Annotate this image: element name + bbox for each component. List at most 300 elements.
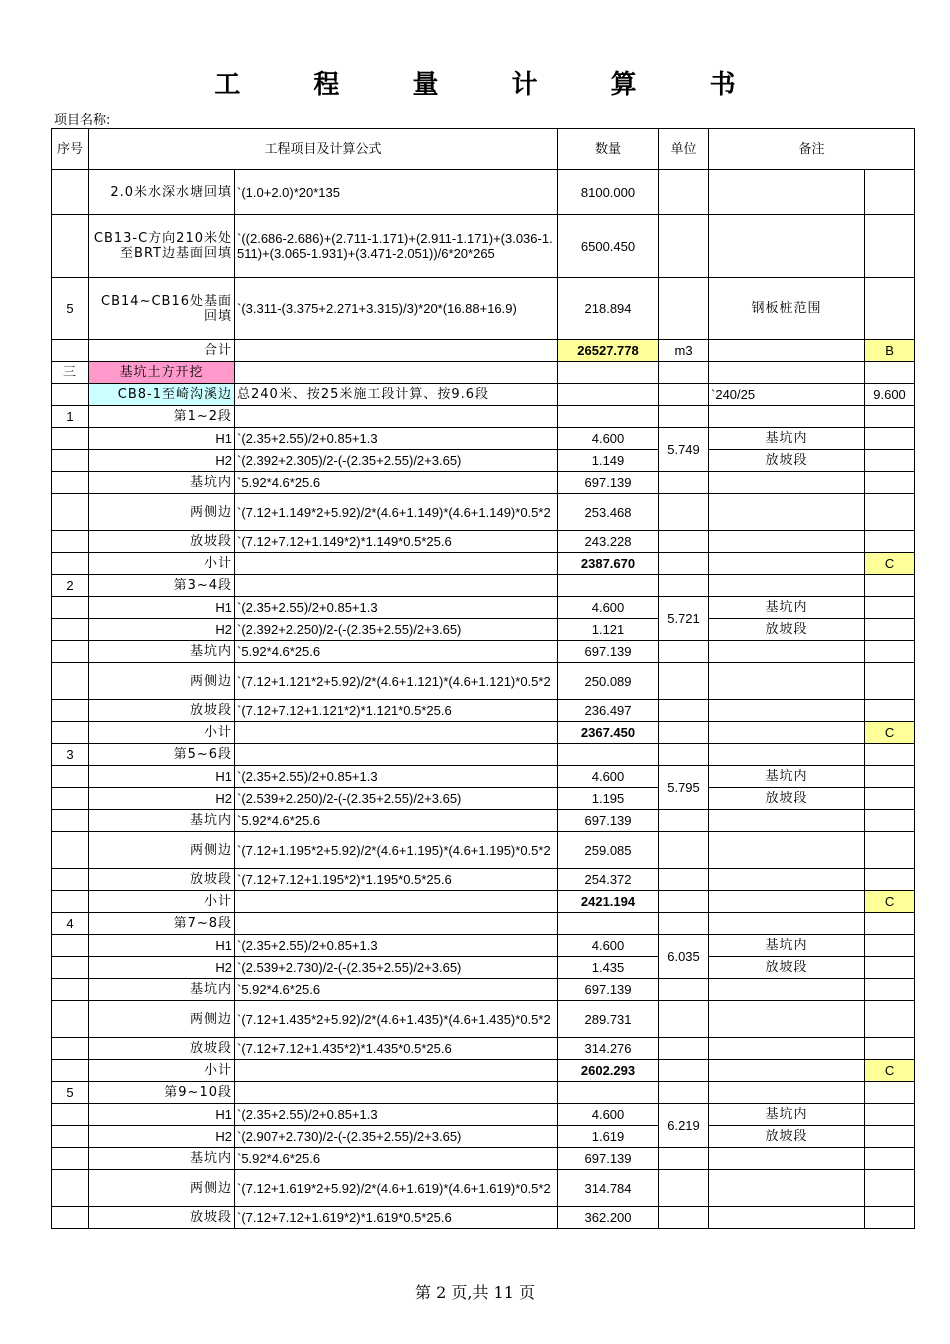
formula-cell: `(2.392+2.250)/2-(-(2.35+2.55)/2+3.65) [235, 619, 558, 641]
item-name-cell: CB14~CB16处基面回填 [89, 278, 235, 340]
note-cell [709, 1082, 865, 1104]
slope-row [52, 531, 915, 553]
pit-row [52, 979, 915, 1001]
seq-cell [52, 1148, 89, 1170]
qty-cell: 1.121 [558, 619, 659, 641]
seq-cell [52, 766, 89, 788]
project-name-label: 项目名称: [54, 113, 111, 128]
unit-cell [659, 913, 709, 935]
note-cell [709, 170, 865, 215]
slope-label: 放坡段 [89, 1038, 235, 1060]
slope-label: 放坡段 [89, 1207, 235, 1229]
unit-cell [659, 979, 709, 1001]
formula-cell: `5.92*4.6*25.6 [235, 979, 558, 1001]
unit-cell [659, 1038, 709, 1060]
page-footer: 第 2 页,共 11 页 [415, 1283, 535, 1302]
note-cell: 基坑内 [709, 597, 865, 619]
note-cell [709, 406, 865, 428]
unit-cell [659, 869, 709, 891]
subtotal-row [52, 722, 915, 744]
formula-cell: `(2.35+2.55)/2+0.85+1.3 [235, 766, 558, 788]
note-cell [709, 832, 865, 869]
slope-label: 放坡段 [89, 531, 235, 553]
note-cell [709, 641, 865, 663]
formula-cell [235, 575, 558, 597]
subtotal-label: 小计 [89, 722, 235, 744]
unit-cell [659, 494, 709, 531]
flag-cell [865, 744, 915, 766]
note-cell [709, 1148, 865, 1170]
qty-cell: 243.228 [558, 531, 659, 553]
seq-cell: 4 [52, 913, 89, 935]
subtotal-qty: 2602.293 [558, 1060, 659, 1082]
subtotal-flag: C [865, 722, 915, 744]
flag-cell [865, 406, 915, 428]
unit-cell [659, 553, 709, 575]
note-cell: 放坡段 [709, 788, 865, 810]
formula-cell: `(7.12+1.195*2+5.92)/2*(4.6+1.195)*(4.6+1.195)*0.5*2 [235, 832, 558, 869]
total-flag: B [865, 340, 915, 362]
flag-cell: 9.600 [865, 384, 915, 406]
header-seq: 序号 [52, 129, 89, 170]
qty-cell: 253.468 [558, 494, 659, 531]
flag-cell [865, 362, 915, 384]
seq-cell [52, 619, 89, 641]
qty-cell [558, 575, 659, 597]
unit-cell [659, 215, 709, 278]
seq-cell [52, 663, 89, 700]
h1-row [52, 766, 915, 788]
h2-row [52, 450, 915, 472]
seq-cell [52, 1001, 89, 1038]
segment-title-row [52, 575, 915, 597]
table-row [52, 384, 915, 406]
h1-row [52, 935, 915, 957]
flag-cell [865, 1170, 915, 1207]
h1-label: H1 [89, 935, 235, 957]
seq-cell: 1 [52, 406, 89, 428]
formula-cell [235, 891, 558, 913]
qty-cell [558, 1082, 659, 1104]
seq-cell [52, 494, 89, 531]
avg-depth-cell: 5.721 [659, 597, 709, 641]
seq-cell [52, 428, 89, 450]
h2-label: H2 [89, 957, 235, 979]
pit-label: 基坑内 [89, 979, 235, 1001]
calculation-table [51, 128, 915, 1229]
subtotal-flag: C [865, 553, 915, 575]
formula-cell: `(2.35+2.55)/2+0.85+1.3 [235, 597, 558, 619]
h2-label: H2 [89, 788, 235, 810]
header-qty: 数量 [558, 129, 659, 170]
subtotal-label: 小计 [89, 1060, 235, 1082]
seq-cell [52, 957, 89, 979]
segment-title-row [52, 744, 915, 766]
side-label: 两侧边 [89, 1170, 235, 1207]
seq-cell [52, 810, 89, 832]
qty-cell: 697.139 [558, 472, 659, 494]
note-cell [709, 1060, 865, 1082]
subtotal-flag: C [865, 1060, 915, 1082]
formula-cell: `(2.907+2.730)/2-(-(2.35+2.55)/2+3.65) [235, 1126, 558, 1148]
qty-cell [558, 406, 659, 428]
formula-cell [235, 744, 558, 766]
h1-row [52, 597, 915, 619]
flag-cell [865, 597, 915, 619]
unit-cell [659, 362, 709, 384]
segment-title: 第5~6段 [89, 744, 235, 766]
header-row [52, 129, 915, 170]
qty-cell: 362.200 [558, 1207, 659, 1229]
formula-cell: `(2.35+2.55)/2+0.85+1.3 [235, 1104, 558, 1126]
flag-cell [865, 278, 915, 340]
note-cell [709, 362, 865, 384]
seq-cell [52, 472, 89, 494]
pit-row [52, 810, 915, 832]
sides-row [52, 832, 915, 869]
qty-cell: 289.731 [558, 1001, 659, 1038]
qty-cell: 4.600 [558, 1104, 659, 1126]
pit-row [52, 641, 915, 663]
note-cell [709, 1207, 865, 1229]
qty-cell [558, 913, 659, 935]
h1-label: H1 [89, 428, 235, 450]
subtotal-flag: C [865, 891, 915, 913]
unit-cell [659, 722, 709, 744]
unit-cell [659, 810, 709, 832]
note-cell [709, 744, 865, 766]
sides-row [52, 494, 915, 531]
formula-cell [235, 340, 558, 362]
unit-cell [659, 1148, 709, 1170]
formula-cell: `((2.686-2.686)+(2.711-1.171)+(2.911-1.171)+(3.036-1.511)+(3.065-1.931)+(3.471-2.051))/6*20*265 [235, 215, 558, 278]
qty-cell: 1.149 [558, 450, 659, 472]
note-cell [709, 722, 865, 744]
formula-cell: `(7.12+1.435*2+5.92)/2*(4.6+1.435)*(4.6+1.435)*0.5*2 [235, 1001, 558, 1038]
formula-cell [235, 722, 558, 744]
formula-cell: `(1.0+2.0)*20*135 [235, 170, 558, 215]
side-label: 两侧边 [89, 663, 235, 700]
note-cell: 钢板桩范围 [709, 278, 865, 340]
formula-cell: `(7.12+7.12+1.619*2)*1.619*0.5*25.6 [235, 1207, 558, 1229]
seq-cell [52, 788, 89, 810]
segment-title: 第3~4段 [89, 575, 235, 597]
flag-cell [865, 766, 915, 788]
seq-cell [52, 384, 89, 406]
flag-cell [865, 641, 915, 663]
formula-cell: `(2.539+2.730)/2-(-(2.35+2.55)/2+3.65) [235, 957, 558, 979]
seq-cell [52, 597, 89, 619]
qty-cell: 8100.000 [558, 170, 659, 215]
item-name-cell: 2.0米水深水塘回填 [89, 170, 235, 215]
note-cell: 基坑内 [709, 766, 865, 788]
side-label: 两侧边 [89, 1001, 235, 1038]
subtotal-qty: 2421.194 [558, 891, 659, 913]
h1-row [52, 1104, 915, 1126]
pit-label: 基坑内 [89, 810, 235, 832]
flag-cell [865, 170, 915, 215]
unit-cell [659, 1207, 709, 1229]
h2-label: H2 [89, 1126, 235, 1148]
slope-row [52, 1207, 915, 1229]
section-row [52, 362, 915, 384]
qty-cell: 4.600 [558, 428, 659, 450]
unit-cell [659, 641, 709, 663]
flag-cell [865, 1126, 915, 1148]
unit-cell [659, 832, 709, 869]
qty-cell [558, 744, 659, 766]
segment-title-row [52, 406, 915, 428]
unit-cell [659, 384, 709, 406]
slope-row [52, 700, 915, 722]
formula-cell: `5.92*4.6*25.6 [235, 641, 558, 663]
formula-cell [235, 406, 558, 428]
formula-cell: `(7.12+1.149*2+5.92)/2*(4.6+1.149)*(4.6+1.149)*0.5*2 [235, 494, 558, 531]
table-row [52, 278, 915, 340]
qty-cell: 314.276 [558, 1038, 659, 1060]
subtotal-row [52, 1060, 915, 1082]
flag-cell [865, 1001, 915, 1038]
note-cell [709, 869, 865, 891]
unit-cell [659, 744, 709, 766]
note-cell [709, 215, 865, 278]
pit-label: 基坑内 [89, 472, 235, 494]
formula-cell [235, 1082, 558, 1104]
formula-cell: `(3.311-(3.375+2.271+3.315)/3)*20*(16.88+16.9) [235, 278, 558, 340]
unit-cell [659, 575, 709, 597]
document-title: 工 程 量 计 算 书 [214, 70, 768, 100]
note-cell [709, 472, 865, 494]
qty-cell: 1.435 [558, 957, 659, 979]
slope-row [52, 869, 915, 891]
qty-cell: 250.089 [558, 663, 659, 700]
flag-cell [865, 494, 915, 531]
seq-cell [52, 450, 89, 472]
note-cell [709, 913, 865, 935]
unit-cell [659, 1001, 709, 1038]
avg-depth-cell: 5.795 [659, 766, 709, 810]
h2-label: H2 [89, 619, 235, 641]
qty-cell: 218.894 [558, 278, 659, 340]
seq-cell [52, 1207, 89, 1229]
h1-row [52, 428, 915, 450]
note-cell: 放坡段 [709, 450, 865, 472]
pit-label: 基坑内 [89, 641, 235, 663]
subtotal-label: 小计 [89, 891, 235, 913]
side-label: 两侧边 [89, 832, 235, 869]
seq-cell: 5 [52, 278, 89, 340]
flag-cell [865, 832, 915, 869]
unit-cell [659, 663, 709, 700]
avg-depth-cell: 5.749 [659, 428, 709, 472]
section-seq: 三 [52, 362, 89, 384]
qty-cell: 697.139 [558, 1148, 659, 1170]
h2-row [52, 788, 915, 810]
section-name: 基坑土方开挖 [89, 362, 235, 384]
subtotal-qty: 2387.670 [558, 553, 659, 575]
qty-cell: 254.372 [558, 869, 659, 891]
unit-cell [659, 531, 709, 553]
formula-cell [235, 362, 558, 384]
segment-title-row [52, 913, 915, 935]
item-name-cell: CB8-1至崎沟溪边 [89, 384, 235, 406]
note-cell: 放坡段 [709, 1126, 865, 1148]
seq-cell: 2 [52, 575, 89, 597]
note-cell [709, 575, 865, 597]
h2-row [52, 619, 915, 641]
unit-cell [659, 278, 709, 340]
note-cell [709, 553, 865, 575]
qty-cell: 236.497 [558, 700, 659, 722]
seq-cell: 3 [52, 744, 89, 766]
seq-cell [52, 1170, 89, 1207]
formula-cell: `(7.12+7.12+1.149*2)*1.149*0.5*25.6 [235, 531, 558, 553]
flag-cell [865, 663, 915, 700]
pit-row [52, 1148, 915, 1170]
sides-row [52, 663, 915, 700]
total-row [52, 340, 915, 362]
formula-cell: `(7.12+7.12+1.435*2)*1.435*0.5*25.6 [235, 1038, 558, 1060]
seq-cell [52, 1060, 89, 1082]
subtotal-label: 小计 [89, 553, 235, 575]
flag-cell [865, 450, 915, 472]
note-cell [709, 1170, 865, 1207]
seq-cell [52, 1126, 89, 1148]
flag-cell [865, 575, 915, 597]
seq-cell [52, 700, 89, 722]
subtotal-qty: 2367.450 [558, 722, 659, 744]
header-unit: 单位 [659, 129, 709, 170]
qty-cell: 314.784 [558, 1170, 659, 1207]
seq-cell [52, 935, 89, 957]
flag-cell [865, 1104, 915, 1126]
avg-depth-cell: 6.219 [659, 1104, 709, 1148]
qty-cell: 697.139 [558, 641, 659, 663]
segment-title: 第9~10段 [89, 1082, 235, 1104]
seq-cell [52, 531, 89, 553]
seq-cell [52, 722, 89, 744]
flag-cell [865, 788, 915, 810]
seq-cell [52, 1038, 89, 1060]
h2-row [52, 957, 915, 979]
formula-cell: `(2.392+2.305)/2-(-(2.35+2.55)/2+3.65) [235, 450, 558, 472]
formula-cell: `(2.35+2.55)/2+0.85+1.3 [235, 935, 558, 957]
flag-cell [865, 935, 915, 957]
formula-cell: `(2.35+2.55)/2+0.85+1.3 [235, 428, 558, 450]
note-cell: 基坑内 [709, 428, 865, 450]
h1-label: H1 [89, 597, 235, 619]
header-note: 备注 [709, 129, 915, 170]
flag-cell [865, 531, 915, 553]
seq-cell: 5 [52, 1082, 89, 1104]
qty-cell: 259.085 [558, 832, 659, 869]
formula-cell: `(2.539+2.250)/2-(-(2.35+2.55)/2+3.65) [235, 788, 558, 810]
note-cell [709, 494, 865, 531]
qty-cell [558, 362, 659, 384]
h1-label: H1 [89, 1104, 235, 1126]
flag-cell [865, 957, 915, 979]
table-row [52, 170, 915, 215]
note-cell [709, 340, 865, 362]
slope-label: 放坡段 [89, 869, 235, 891]
note-cell: 基坑内 [709, 935, 865, 957]
h2-row [52, 1126, 915, 1148]
formula-cell: `(7.12+1.121*2+5.92)/2*(4.6+1.121)*(4.6+1.121)*0.5*2 [235, 663, 558, 700]
pit-row [52, 472, 915, 494]
segment-title-row [52, 1082, 915, 1104]
qty-cell: 697.139 [558, 810, 659, 832]
note-cell [709, 979, 865, 1001]
header-item: 工程项目及计算公式 [89, 129, 558, 170]
h1-label: H1 [89, 766, 235, 788]
seq-cell [52, 340, 89, 362]
formula-cell: `5.92*4.6*25.6 [235, 810, 558, 832]
slope-label: 放坡段 [89, 700, 235, 722]
qty-cell: 1.195 [558, 788, 659, 810]
formula-cell [235, 913, 558, 935]
total-unit: m3 [659, 340, 709, 362]
note-cell [709, 1038, 865, 1060]
flag-cell [865, 979, 915, 1001]
formula-cell: `(7.12+7.12+1.121*2)*1.121*0.5*25.6 [235, 700, 558, 722]
qty-cell: 4.600 [558, 597, 659, 619]
qty-cell: 697.139 [558, 979, 659, 1001]
qty-cell: 1.619 [558, 1126, 659, 1148]
flag-cell [865, 1207, 915, 1229]
formula-cell [235, 553, 558, 575]
seq-cell [52, 1104, 89, 1126]
item-name-cell: CB13-C方向210米处至BRT边基面回填 [89, 215, 235, 278]
flag-cell [865, 1082, 915, 1104]
subtotal-row [52, 553, 915, 575]
formula-cell: 总240米、按25米施工段计算、按9.6段 [235, 384, 558, 406]
h2-label: H2 [89, 450, 235, 472]
sides-row [52, 1170, 915, 1207]
subtotal-row [52, 891, 915, 913]
unit-cell [659, 700, 709, 722]
flag-cell [865, 1148, 915, 1170]
flag-cell [865, 810, 915, 832]
flag-cell [865, 1038, 915, 1060]
seq-cell [52, 215, 89, 278]
total-qty: 26527.778 [558, 340, 659, 362]
unit-cell [659, 472, 709, 494]
slope-row [52, 1038, 915, 1060]
flag-cell [865, 472, 915, 494]
sides-row [52, 1001, 915, 1038]
formula-cell: `5.92*4.6*25.6 [235, 472, 558, 494]
note-cell [709, 1001, 865, 1038]
qty-cell: 4.600 [558, 935, 659, 957]
flag-cell [865, 428, 915, 450]
total-label: 合计 [89, 340, 235, 362]
note-cell: `240/25 [709, 384, 865, 406]
side-label: 两侧边 [89, 494, 235, 531]
seq-cell [52, 869, 89, 891]
formula-cell: `(7.12+7.12+1.195*2)*1.195*0.5*25.6 [235, 869, 558, 891]
note-cell [709, 700, 865, 722]
pit-label: 基坑内 [89, 1148, 235, 1170]
seq-cell [52, 832, 89, 869]
qty-cell: 4.600 [558, 766, 659, 788]
seq-cell [52, 641, 89, 663]
unit-cell [659, 170, 709, 215]
unit-cell [659, 1170, 709, 1207]
segment-title: 第7~8段 [89, 913, 235, 935]
unit-cell [659, 1060, 709, 1082]
note-cell [709, 531, 865, 553]
note-cell [709, 891, 865, 913]
